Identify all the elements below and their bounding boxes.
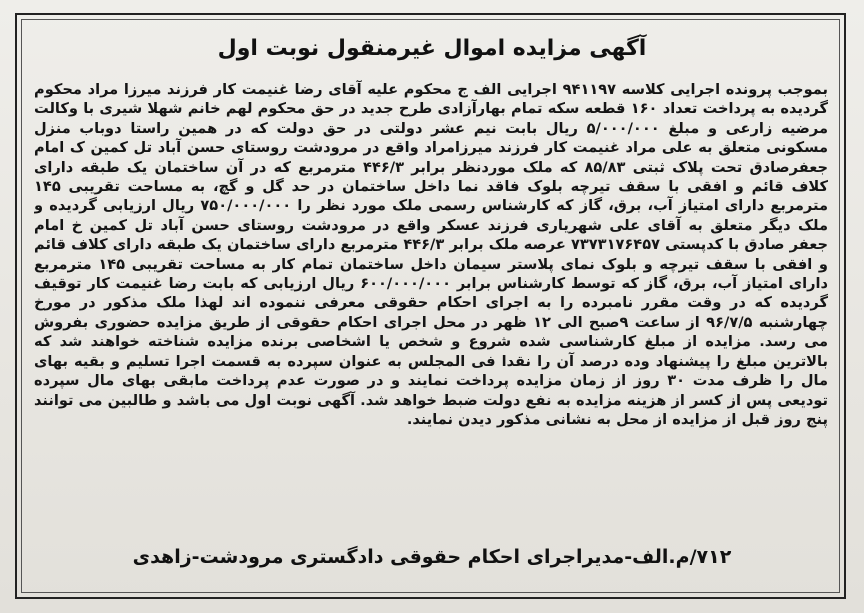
notice-title: آگهی مزایده اموال غیرمنقول نوبت اول — [217, 36, 647, 61]
notice-body: بموجب پرونده اجرایی کلاسه ۹۴۱۱۹۷ اجرایی الف ج محکوم علیه آقای رضا غنیمت کار فرزند میرزا مراد محکوم گردیده به پرداخت تعداد ۱۶۰ قطعه سکه تمام بهارآزادی طرح جدید در حق محکوم لهم خانم شهلا شیری با وکالت مرضیه زارعی و مبلغ ۵/۰۰۰/۰۰۰ ریال بابت نیم عشر دولتی در حق دولت که در همین راستا دوباب منزل مسکونی متعلق به علی مراد غنیمت کار فرزند میرزامراد واقع در مرودشت روستای حسن آباد تل کمین ک امام جعفرصادق تحت پلاک ثبتی ۸۵/۸۳ که ملک موردنظر برابر ۴۴۶/۳ مترمربع که در آن ساختمان یک طبقه دارای کلاف قائم و افقی با سقف تیرچه بلوک فاقد نما داخل ساختمان در حد گل و گچ، به مساحت تقریبی ۱۴۵ مترمربع دارای امتیاز آب، برق، گاز که کارشناس رسمی ملک مورد نظر را ۷۵۰/۰۰۰/۰۰۰ ریال ارزیابی گردیده و ملک دیگر متعلق به آقای علی شهریاری فرزند عسکر واقع در مرودشت روستای حسن آباد تل کمین خ امام جعفر صادق با کدپستی ۷۳۷۳۱۷۶۴۵۷ عرصه ملک برابر ۴۴۶/۳ مترمربع دارای ساختمان یک طبقه دارای کلاف قائم و افقی با سقف تیرچه و بلوک نمای پلاستر سیمان داخل ساختمان تمام کار به مساحت تقریبی ۱۴۵ مترمربع دارای امتیاز آب، برق، گاز که توسط کارشناس برابر ۶۰۰/۰۰۰/۰۰۰ ریال ارزیابی که بابت رضا غنیمت کار توقیف گردیده که در وقت مقرر نامبرده را به اجرای احکام حقوقی معرفی ننموده اند لهذا ملک مذکور در مورخ چهارشنبه ۹۶/۷/۵ از ساعت ۹صبح الی ۱۲ ظهر در محل اجرای احکام حقوقی از طریق مزایده حضوری بفروش می رسد. مزایده از مبلغ کارشناسی شده شروع و شخص یا اشخاصی برنده مزایده شناخته خواهند شد که بالاترین مبلغ را پیشنهاد وده درصد آن را نقدا فی المجلس به عنوان سپرده به قسمت اجرا تسلیم و بقیه بهای مال را ظرف مدت ۳۰ روز از زمان مزایده پرداخت نمایند و در صورت عدم پرداخت مابقی بهای مال سپرده تودیعی پس از کسر از هزینه مزایده به نفع دولت ضبط خواهد شد. آگهی نوبت اول می باشد و طالبین می توانند پنج روز قبل از مزایده از محل به نشانی مذکور دیدن نمایند. — [34, 81, 828, 428]
notice-signature: ۷۱۲/م.الف-مدیراجرای احکام حقوقی دادگستری مرودشت-زاهدی — [132, 546, 732, 568]
